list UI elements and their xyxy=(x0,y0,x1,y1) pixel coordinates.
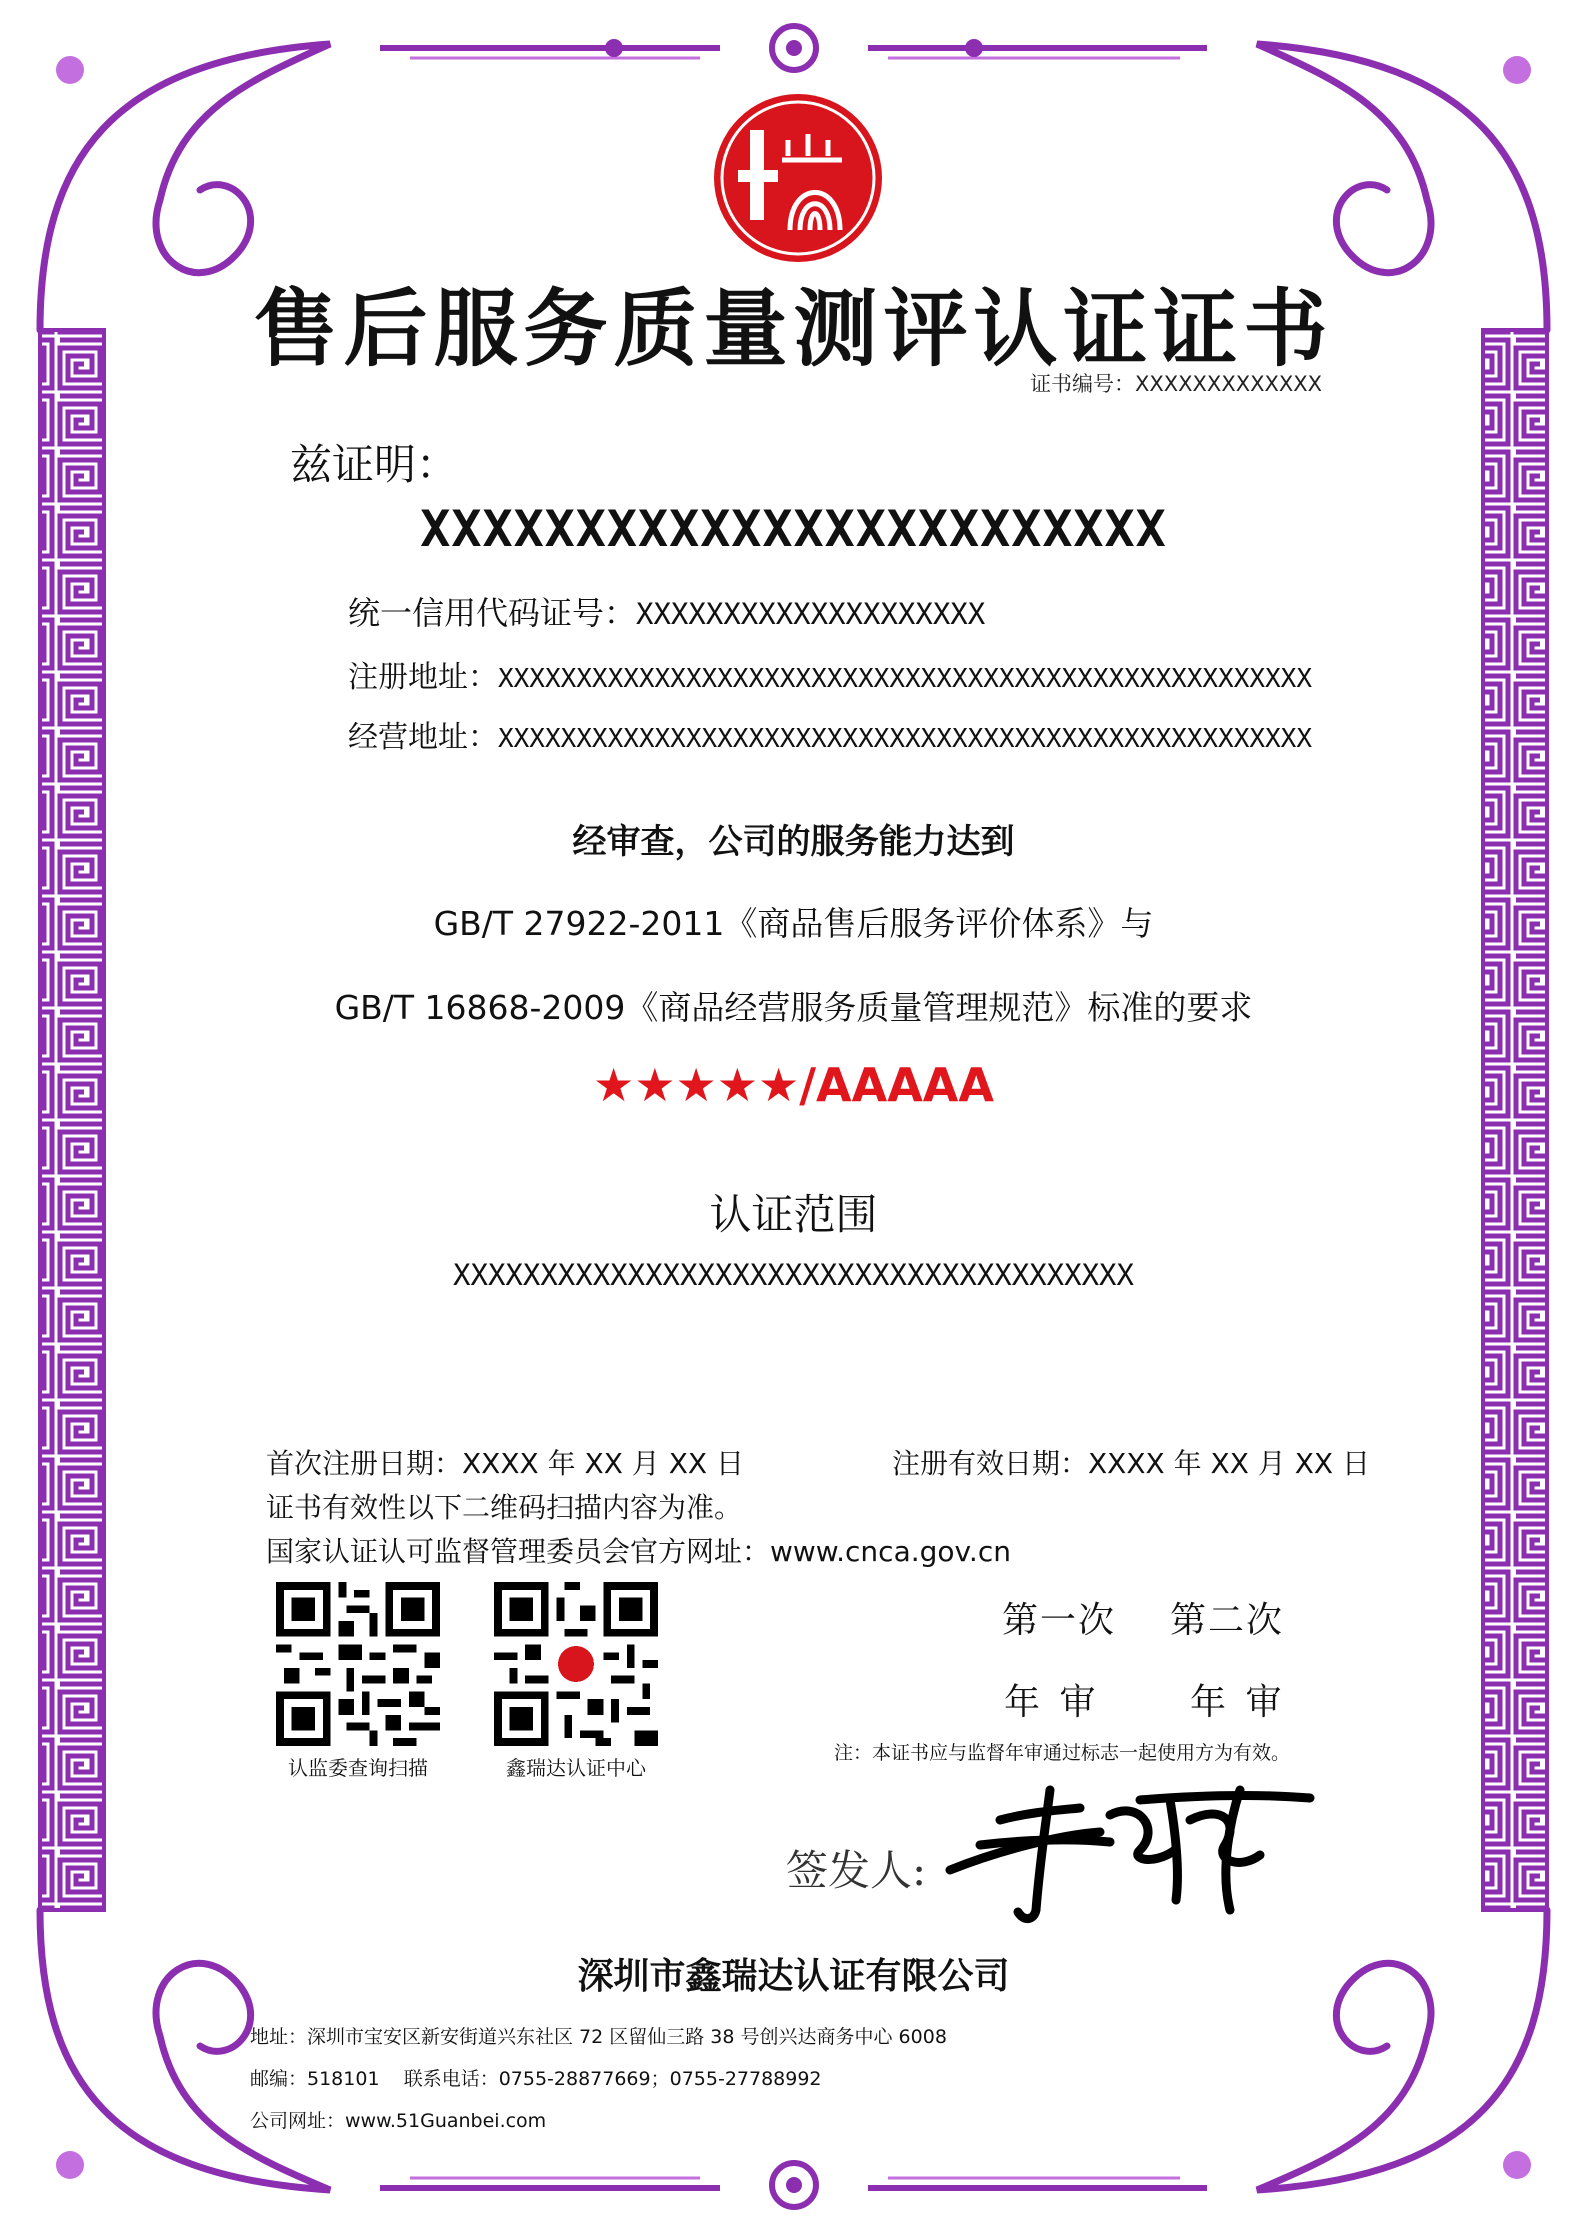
annual-review-label-1: 年 审 xyxy=(1004,1682,1100,1723)
scope-title: 认证范围 xyxy=(709,1190,878,1239)
scope-value: XXXXXXXXXXXXXXXXXXXXXXXXXXXXXXXXXXXXXXX xyxy=(453,1258,1134,1292)
cnca-website: 国家认证认可监督管理委员会官方网址：www.cnca.gov.cn xyxy=(266,1535,1011,1568)
statement-line-1: 经审查，公司的服务能力达到 xyxy=(572,822,1015,862)
qr-code-icon xyxy=(276,1582,440,1746)
biz-address-label: 经营地址： xyxy=(348,720,498,755)
annual-review-first: 第一次 xyxy=(1002,1600,1117,1641)
company-name: XXXXXXXXXXXXXXXXXXXXXXXX xyxy=(420,500,1167,558)
credit-code-row xyxy=(348,588,985,634)
intro-text: 兹证明： xyxy=(290,440,459,489)
statement-line-2: GB/T 27922-2011《商品售后服务评价体系》与 xyxy=(433,904,1154,943)
certificate-number: 证书编号：XXXXXXXXXXXXX xyxy=(1030,372,1323,396)
qr1-caption: 认监委查询扫描 xyxy=(288,1756,428,1780)
reg-address-value: XXXXXXXXXXXXXXXXXXXXXXXXXXXXXXXXXXXXXXXXXXXXXXXXXXXX xyxy=(498,664,1312,694)
credit-code-label: 统一信用代码证号： xyxy=(348,594,637,632)
handwritten-signature xyxy=(940,1760,1320,1930)
annual-review-label-2: 年 审 xyxy=(1190,1682,1286,1723)
issuer-website: 公司网址：www.51Guanbei.com xyxy=(250,2110,547,2132)
statement-line-3: GB/T 16868-2009《商品经营服务质量管理规范》标准的要求 xyxy=(334,988,1253,1027)
issuer-name: 深圳市鑫瑞达认证有限公司 xyxy=(577,1956,1010,1997)
reg-address-label: 注册地址： xyxy=(348,660,498,695)
first-registration-date: 首次注册日期：XXXX 年 XX 月 XX 日 xyxy=(266,1447,744,1480)
reg-address-row xyxy=(348,652,1312,696)
issuer-postcode-phone: 邮编：518101 联系电话：0755-28877669；0755-27788992 xyxy=(250,2068,822,2090)
certificate-title: 售后服务质量测评认证证书 xyxy=(253,279,1334,378)
annual-review-note: 注：本证书应与监督年审通过标志一起使用方为有效。 xyxy=(834,1742,1291,1764)
qr2-caption: 鑫瑞达认证中心 xyxy=(506,1756,646,1780)
fingerprint-seal-icon xyxy=(710,90,886,266)
credit-code-value: XXXXXXXXXXXXXXXXXXXX xyxy=(636,597,986,631)
biz-address-row xyxy=(348,712,1312,756)
annual-review-second: 第二次 xyxy=(1170,1600,1285,1641)
validity-note: 证书有效性以下二维码扫描内容为准。 xyxy=(266,1491,743,1524)
rating-stars: ★★★★★/AAAAA xyxy=(593,1058,994,1112)
valid-until-date: 注册有效日期：XXXX 年 XX 月 XX 日 xyxy=(892,1447,1370,1480)
qr-code-icon xyxy=(494,1582,658,1746)
issuer-address: 地址：深圳市宝安区新安街道兴东社区 72 区留仙三路 38 号创兴达商务中心 6008 xyxy=(250,2026,947,2048)
biz-address-value: XXXXXXXXXXXXXXXXXXXXXXXXXXXXXXXXXXXXXXXXXXXXXXXXXXXX xyxy=(498,724,1312,754)
signer-label: 签发人: xyxy=(786,1846,927,1895)
